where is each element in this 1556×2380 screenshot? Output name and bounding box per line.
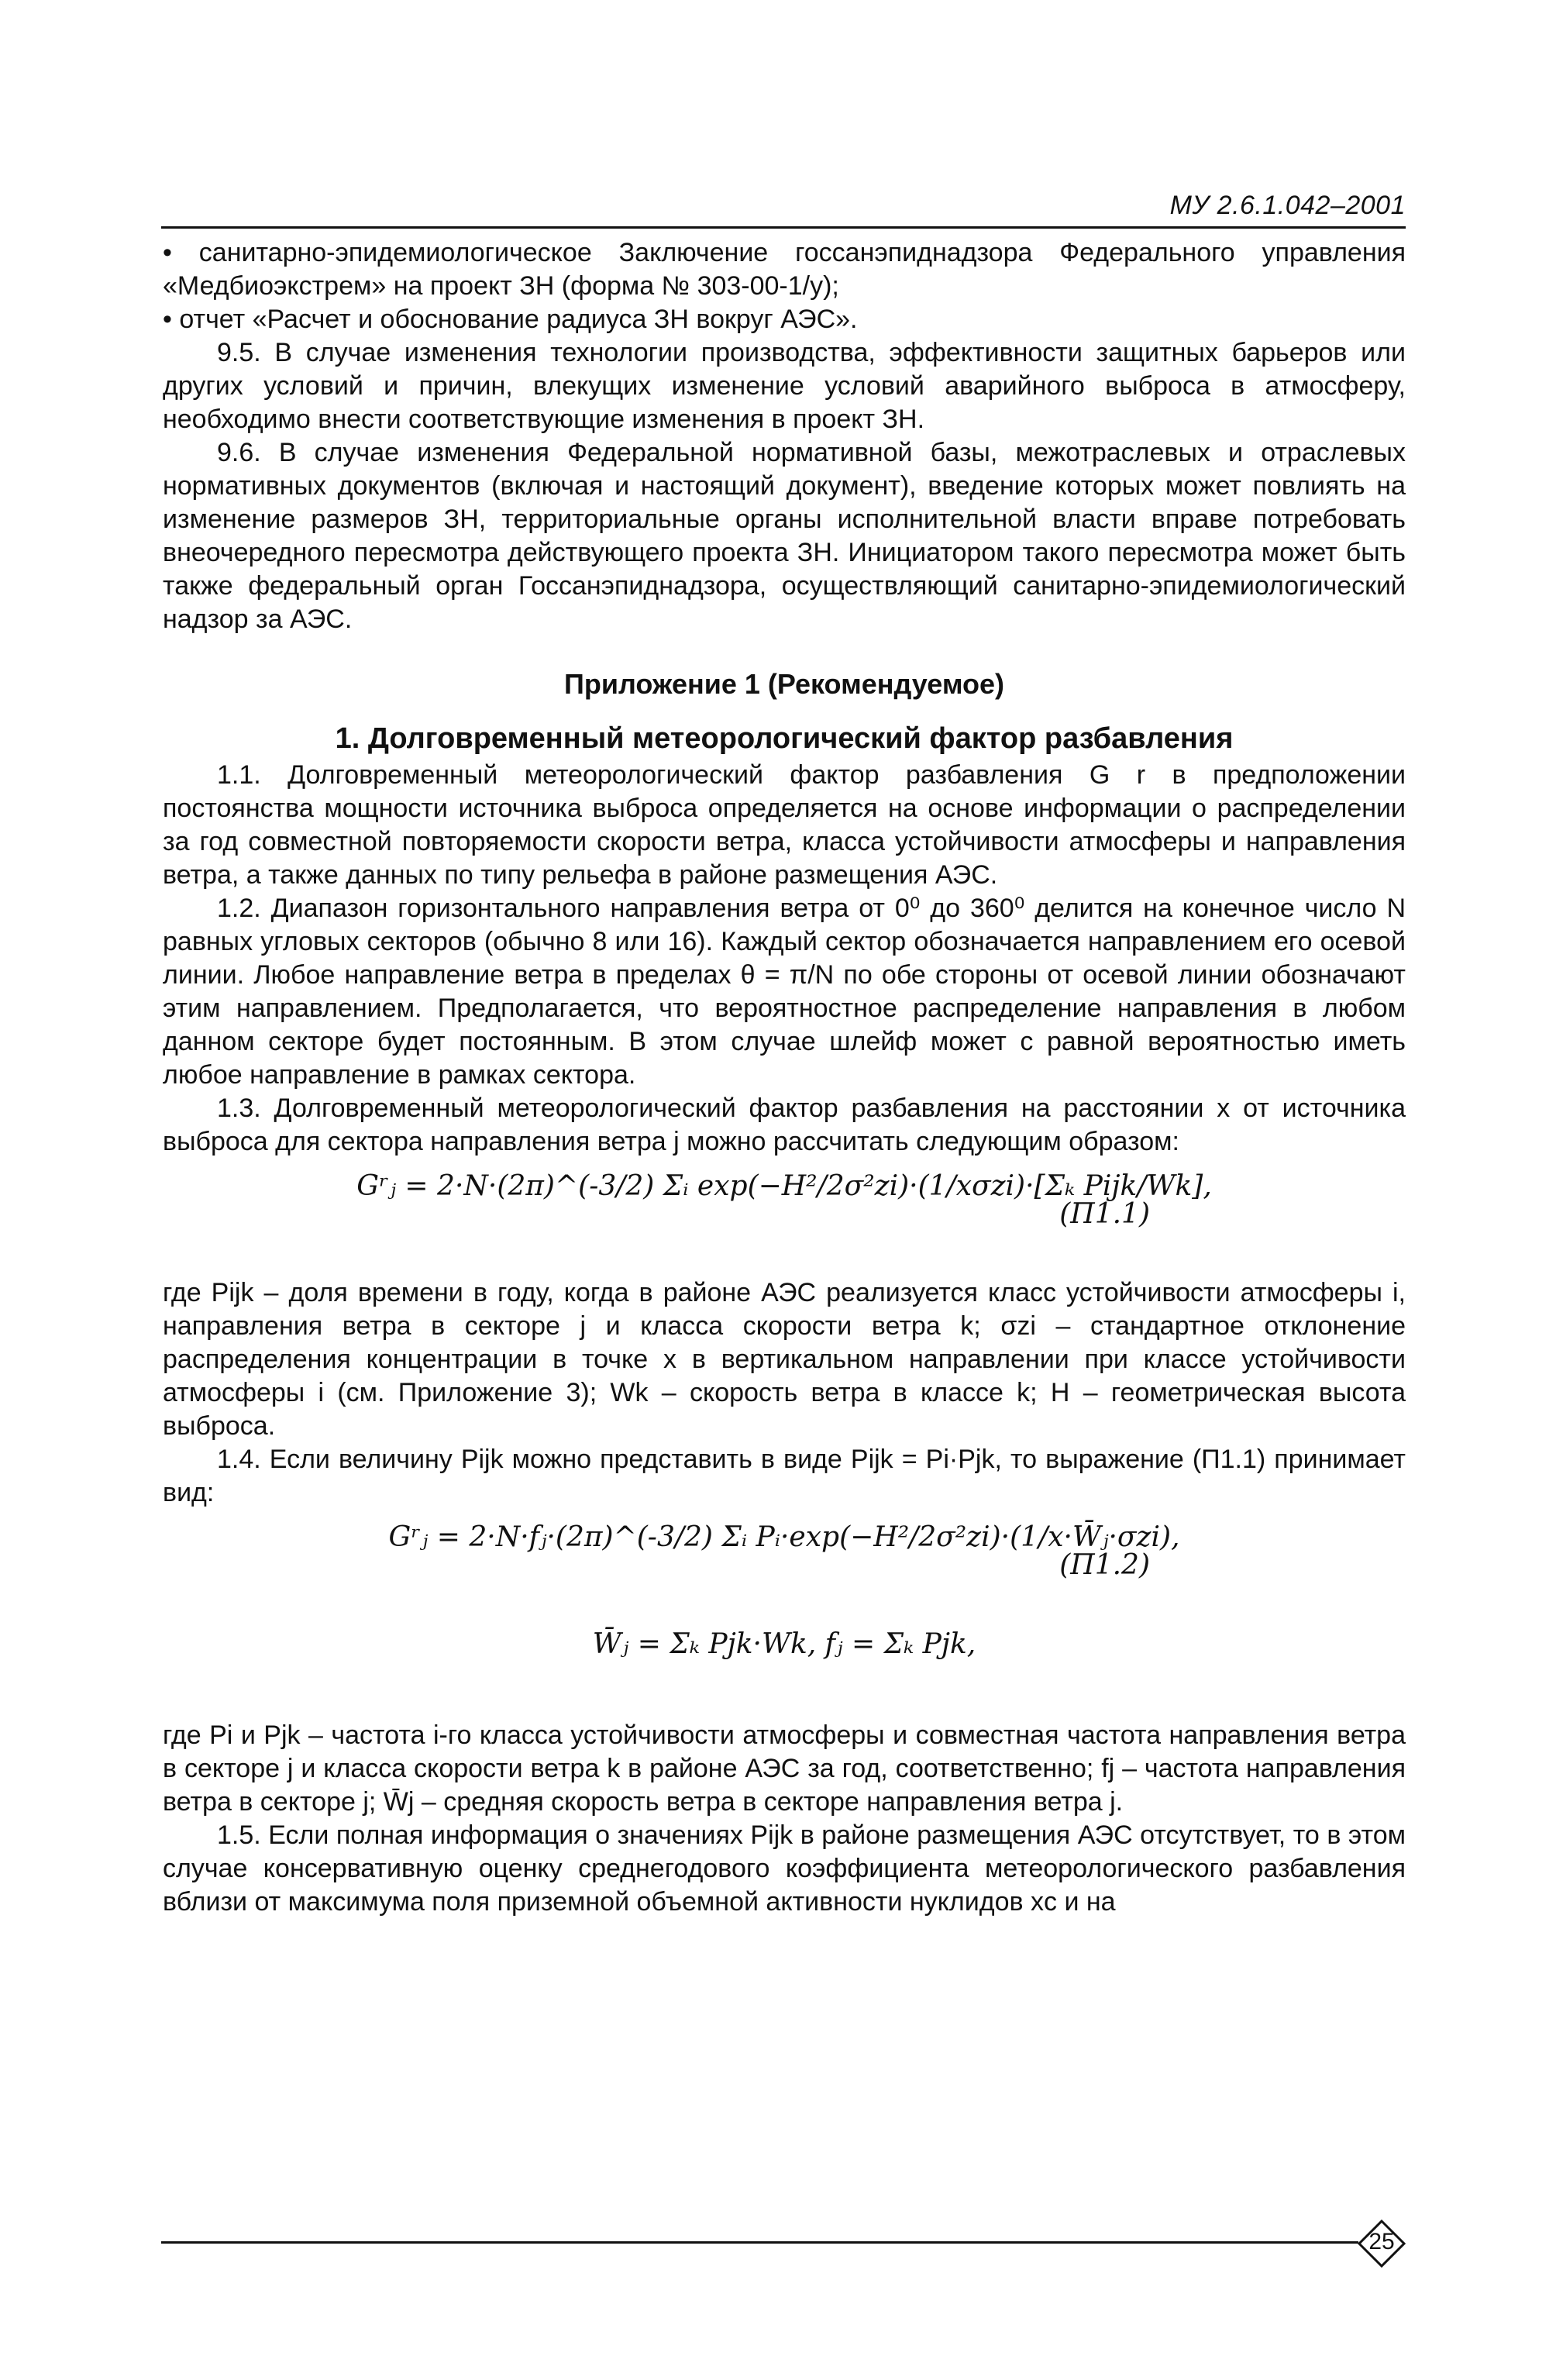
paragraph-1-3: 1.3. Долговременный метеорологический фактор разбавления на расстоянии x от источника выброса для сектора направления ветра j можно рассчитать следующим образом: bbox=[163, 1094, 1406, 1156]
formula-wind-averages-expression: W̄ⱼ = Σₖ Pjk·Wk, fⱼ = Σₖ Pjk, bbox=[592, 1628, 976, 1660]
paragraph-1-1: 1.1. Долговременный метеорологический фактор разбавления G r в предположении постоянства мощности источника выброса определяется на основе информации о распределении за год совместной повторяемости скорости ветра, класса устойчивости атмосферы и направления ветра, а также данных по типу рельефа в районе размещения АЭС. bbox=[163, 760, 1406, 890]
paragraph-9-6: 9.6. В случае изменения Федеральной нормативной базы, межотраслевых и отраслевых нормативных документов (включая и настоящий документ), введение которых может повлиять на изменение размеров ЗН, территориальные органы исполнительной власти вправе потребовать внеочередного пересмотра действующего проекта ЗН. Инициатором такого пересмотра может быть также федеральный орган Госсанэпиднадзора, осуществляющий санитарно-эпидемиологический надзор за АЭС. bbox=[163, 438, 1406, 634]
paragraph-9-5: 9.5. В случае изменения технологии производства, эффективности защитных барьеров или других условий и причин, влекущих изменение условий аварийного выброса в атмосферу, необходимо внести соответствующие изменения в проект ЗН. bbox=[163, 338, 1406, 434]
paragraph-1-2: 1.2. Диапазон горизонтального направления ветра от 0⁰ до 360⁰ делится на конечное число N равных угловых секторов (обычно 8 или 16). Каждый сектор обозначается направлением его осевой линии. Любое направление ветра в пределах θ = π/N по обе стороны от осевой линии обозначают этим направлением. Предполагается, что вероятностное распределение направления в любом данном секторе будет постоянным. В этом случае шлейф может с равной вероятностью иметь любое направление в рамках сектора. bbox=[163, 894, 1406, 1090]
formula-p1-2 bbox=[163, 1521, 1406, 1614]
footer-rule bbox=[161, 2241, 1358, 2244]
paragraph-1-4: 1.4. Если величину Pijk можно представить в виде Pijk = Pi·Pjk, то выражение (П1.1) принимает вид: bbox=[163, 1445, 1406, 1507]
page-content bbox=[163, 236, 1406, 1919]
formula-wind-averages bbox=[163, 1627, 1406, 1705]
section-title: 1. Долговременный метеорологический фактор разбавления bbox=[335, 722, 1234, 755]
appendix-title: Приложение 1 (Рекомендуемое) bbox=[563, 668, 1005, 700]
bullet-conclusion: • санитарно-эпидемиологическое Заключение госсанэпиднадзора Федерального управления «Медбиоэкстрем» на проект ЗН (форма № 303-00-1/у); bbox=[163, 238, 1406, 301]
paragraph-1-5: 1.5. Если полная информация о значениях Pijk в районе размещения АЭС отсутствует, то в этом случае консервативную оценку среднегодового коэффициента метеорологического разбавления вблизи от максимума поля приземной объемной активности нуклидов xc и на bbox=[163, 1820, 1406, 1917]
page-number: 25 bbox=[1368, 2229, 1395, 2254]
bullet-report: • отчет «Расчет и обоснование радиуса ЗН вокруг АЭС». bbox=[163, 305, 858, 334]
paragraph-where-2: где Pi и Pjk – частота i-го класса устойчивости атмосферы и совместная частота направления ветра в секторе j и класса скорости ветра k в районе АЭС за год, соответственно; fj – частота направления ветра в секторе j; W̄j – средняя скорость ветра в секторе направления ветра j. bbox=[163, 1720, 1406, 1817]
formula-p1-2-expression: Gʳⱼ = 2·N·fⱼ·(2π)^(-3/2) Σᵢ Pᵢ·exp(−H²/2σ²zi)·(1/x·W̄ⱼ·σzi), bbox=[388, 1521, 1180, 1553]
paragraph-where-1: где Pijk – доля времени в году, когда в районе АЭС реализуется класс устойчивости атмосферы i, направления ветра в секторе j и класса скорости ветра k; σzi – стандартное отклонение распределения концентрации в точке x в вертикальном направлении при классе устойчивости атмосферы i (см. Приложение 3); Wk – скорость ветра в классе k; H – геометрическая высота выброса. bbox=[163, 1278, 1406, 1441]
formula-p1-2-number: (П1.2) bbox=[1059, 1549, 1150, 1581]
header-rule bbox=[161, 226, 1406, 229]
formula-p1-1-number: (П1.1) bbox=[1059, 1198, 1150, 1230]
document-code: МУ 2.6.1.042–2001 bbox=[1169, 191, 1406, 220]
formula-p1-1-expression: Gʳⱼ = 2·N·(2π)^(-3/2) Σᵢ exp(−H²/2σ²zi)·(1/xσzi)·[Σₖ Pijk/Wk], bbox=[356, 1170, 1212, 1202]
formula-p1-1 bbox=[163, 1169, 1406, 1262]
